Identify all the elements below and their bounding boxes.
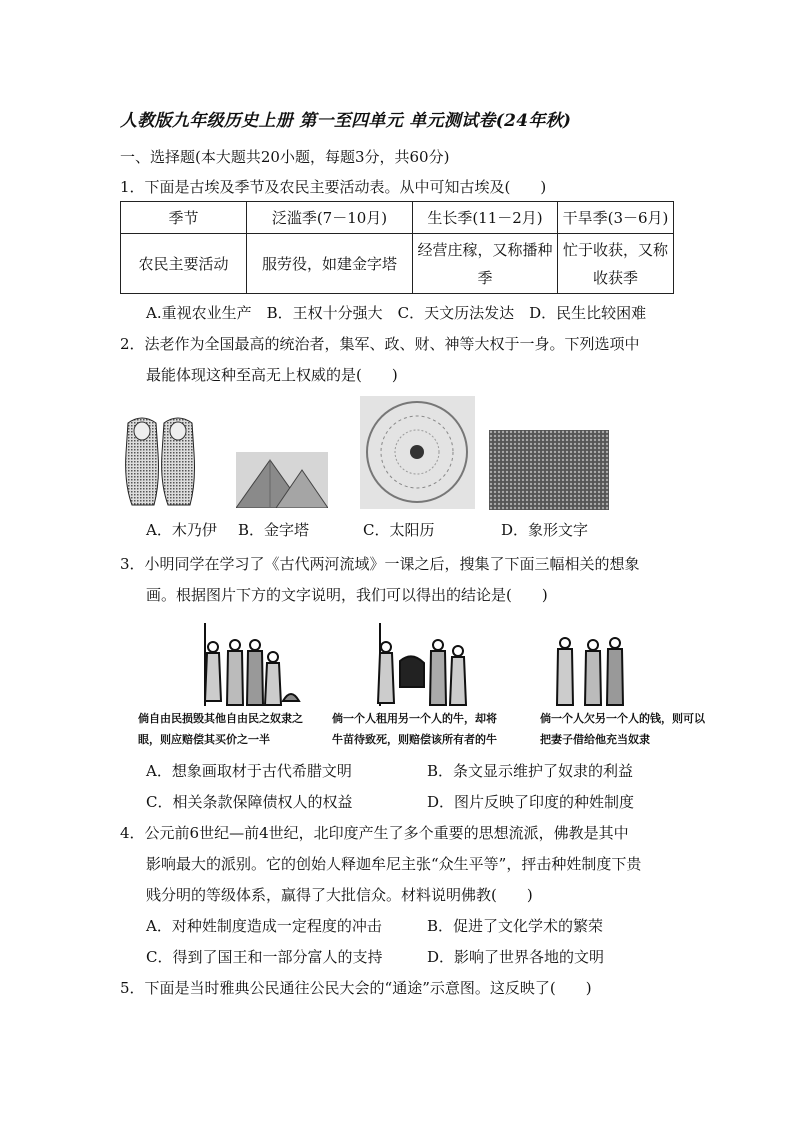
table-row-label: 农民主要活动 <box>121 234 247 294</box>
mummy-image <box>122 413 200 509</box>
q3-option-b: B．条文显示维护了奴隶的利益 <box>427 762 634 780</box>
code-illustration-1 <box>195 621 303 709</box>
season-table <box>120 201 674 294</box>
hieroglyph-image <box>489 430 609 510</box>
q2-option-a: A．木乃伊 <box>146 521 217 539</box>
sun-calendar-image <box>360 396 475 509</box>
pyramid-image <box>236 452 328 508</box>
q2-option-c: C．太阳历 <box>363 521 435 539</box>
table-header: 泛滥季(7－10月) <box>247 202 413 234</box>
q5-stem: 5．下面是当时雅典公民通往公民大会的“通途”示意图。这反映了( ) <box>120 979 592 997</box>
q3-option-a: A．想象画取材于古代希腊文明 <box>146 762 352 780</box>
q2-stem-line1: 2．法老作为全国最高的统治者，集军、政、财、神等大权于一身。下列选项中 <box>120 335 640 353</box>
code-illustration-2 <box>372 621 468 709</box>
table-cell: 服劳役，如建金字塔 <box>247 234 413 294</box>
page-title: 人教版九年级历史上册 第一至四单元 单元测试卷(24年秋) <box>120 111 572 131</box>
illustration-caption: 倘一个人欠另一个人的钱，则可以把妻子借给他充当奴隶 <box>540 712 705 746</box>
q3-option-d: D．图片反映了印度的种姓制度 <box>427 793 635 811</box>
table-cell: 经营庄稼，又称播种季 <box>413 234 558 294</box>
q4-option-c: C．得到了国王和一部分富人的支持 <box>146 948 383 966</box>
table-header: 干旱季(3－6月) <box>558 202 674 234</box>
q3-option-c: C．相关条款保障债权人的权益 <box>146 793 353 811</box>
q1-options: A.重视农业生产 B．王权十分强大 C．天文历法发达 D．民生比较困难 <box>146 304 647 322</box>
q2-option-b: B．金字塔 <box>238 521 310 539</box>
q1-stem: 1．下面是古埃及季节及农民主要活动表。从中可知古埃及( ) <box>120 178 547 196</box>
table-header: 生长季(11－2月) <box>413 202 558 234</box>
illustration-caption: 倘自由民损毁其他自由民之奴隶之眼，则应赔偿其买价之一半 <box>138 712 303 746</box>
table-cell: 忙于收获，又称收获季 <box>558 234 674 294</box>
table-header: 季节 <box>121 202 247 234</box>
q2-stem-line2: 最能体现这种至高无上权威的是( ) <box>146 366 398 384</box>
q4-option-b: B．促进了文化学术的繁荣 <box>427 917 604 935</box>
q3-stem-line2: 画。根据图片下方的文字说明，我们可以得出的结论是( ) <box>146 586 548 604</box>
q4-stem-line3: 贱分明的等级体系，赢得了大批信众。材料说明佛教( ) <box>146 886 533 904</box>
q3-stem-line1: 3．小明同学在学习了《古代两河流域》一课之后，搜集了下面三幅相关的想象 <box>120 555 640 573</box>
q2-option-d: D．象形文字 <box>501 521 589 539</box>
q4-option-d: D．影响了世界各地的文明 <box>427 948 605 966</box>
code-illustration-3 <box>551 621 631 709</box>
q4-stem-line2: 影响最大的派别。它的创始人释迦牟尼主张“众生平等”，抨击种姓制度下贵 <box>146 855 642 873</box>
section-heading: 一、选择题(本大题共20小题，每题3分，共60分) <box>120 148 450 166</box>
illustration-caption: 倘一个人租用另一个人的牛，却将牛苗待致死，则赔偿该所有者的牛 <box>332 712 497 746</box>
q4-stem-line1: 4．公元前6世纪—前4世纪，北印度产生了多个重要的思想流派，佛教是其中 <box>120 824 629 842</box>
q4-option-a: A．对种姓制度造成一定程度的冲击 <box>146 917 382 935</box>
